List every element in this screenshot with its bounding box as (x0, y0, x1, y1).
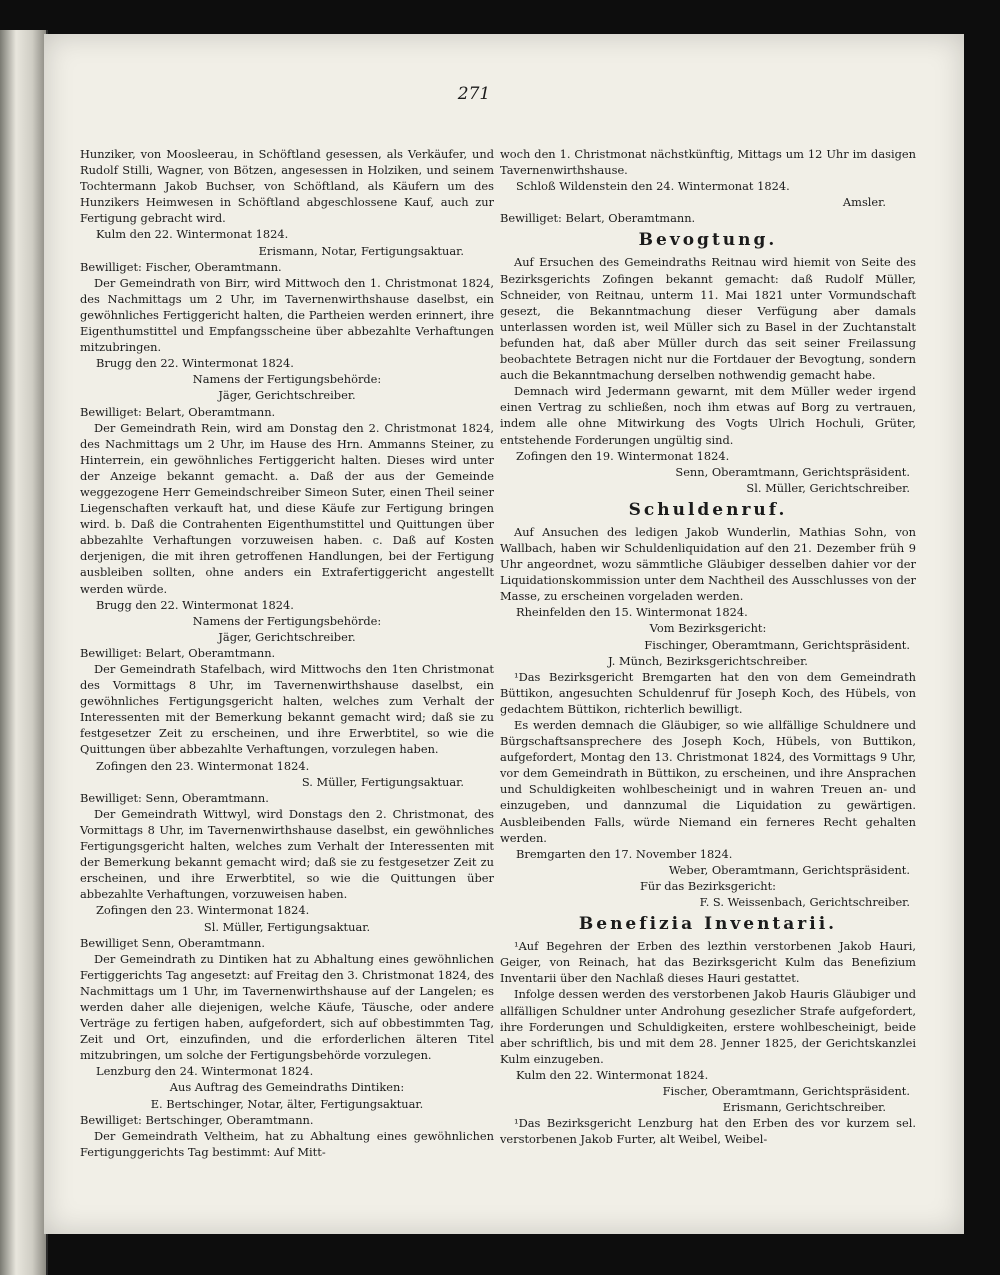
text-line: Brugg den 22. Wintermonat 1824. (96, 597, 294, 612)
text-line: J. Münch, Bezirksgerichtschreiber. (608, 653, 808, 668)
text-line: Der Gemeindrath Wittwyl, wird Donstags den 2. Christmonat, des Vormittags 8 Uhr, im Tavernenwirthshause daselbst, ein gewöhnliches Fertigungsgericht halten, welches zum Verhalt der Interessenten mit der Bemerkung bekannt gemacht wird; daß sie zu festgesetzer Zeit zu erscheinen, und ihre Erwerbtitel, so wie die Quittungen über abbezahlte Verhaftungen, vorzuweisen haben. (80, 806, 494, 902)
section-heading: Benefizia Inventarii. (578, 914, 838, 935)
text-line: Zofingen den 23. Wintermonat 1824. (96, 903, 310, 918)
text-line: Auf Ansuchen des ledigen Jakob Wunderlin, Mathias Sohn, von Wallbach, haben wir Schuldenliquidation auf den 21. Dezember früh 9 Uhr angeordnet, wozu sämmtliche Gläubiger desselben dahier vor der Liquidationskommission unter dem Nachtheil des Ausschlusses von der Masse, zu erscheinen vorgeladen werden. (500, 524, 916, 604)
text-line: Bewilliget: Senn, Oberamtmann. (80, 790, 269, 805)
text-line: Rheinfelden den 15. Wintermonat 1824. (516, 605, 748, 620)
section-heading: Schuldenruf. (628, 499, 788, 520)
text-line: Infolge dessen werden des verstorbenen Jakob Hauris Gläubiger und allfälligen Schuldner unter Androhung gesezlicher Strafe aufgefordert, ihre Forderungen und Schuldigkeiten, erstere wohlbescheinigt, beide aber schriftlich, bis und mit dem 28. Jenner 1825, der Gerichtskanzlei Kulm einzugeben. (500, 987, 916, 1066)
text-line: Amsler. (842, 195, 886, 210)
text-line: ¹Das Bezirksgericht Bremgarten hat den von dem Gemeindrath Büttikon, angesuchten Schuldenruf für Joseph Koch, des Hübels, von gedachtem Büttikon, richterlich bewilligt. (500, 669, 916, 716)
text-line: Aus Auftrag des Gemeindraths Dintiken: (169, 1080, 405, 1095)
text-line: Der Gemeindrath Stafelbach, wird Mittwochs den 1ten Christmonat des Vormittags 8 Uhr, im Tavernenwirthshause daselbst, ein gewöhnliches Fertigungsgericht halten, welches zum Verhalt der Interessenten mit der Bemerkung bekannt gemacht wird; daß sie zu festgesetzer Zeit zu erscheinen, und ihre Erwerbtitel, so wie die Quittungen über abbezahlte Verhaftungen, vorzulegen haben. (80, 662, 494, 757)
text-line: ¹Das Bezirksgericht Lenzburg hat den Erben des vor kurzem sel. verstorbenen Jakob Furter, alt Weibel, Weibel- (500, 1116, 916, 1147)
section-heading: Bevogtung. (638, 230, 778, 251)
text-line: Sl. Müller, Gerichtschreiber. (746, 480, 910, 495)
text-line: woch den 1. Christmonat nächstkünftig, Mittags um 12 Uhr im dasigen Tavernenwirthshause. (500, 147, 916, 178)
text-line: Der Gemeindrath Rein, wird am Donstag den 2. Christmonat 1824, des Nachmittags um 2 Uhr, im Hause des Hrn. Ammanns Steiner, zu Hinterrein, ein gewöhnliches Fertiggericht halten. Dieses wird unter der Anzeige bekannt gemacht. a. Daß der aus der Gemeinde weggezogene Herr Gemeindschreiber Simeon Suter, einen Theil seiner Liegenschaften verkauft hat, und diese Käufe zur Fertigung bringen wird. b. Daß die Contrahenten Eigenthumstittel und Quittungen über abbezahlte Verhaftungen vorzuweisen haben. c. Daß auf Kosten derjenigen, die mit ihren getroffenen Handlungen, bei der Fertigung ausbleiben sollten, ohne anders ein Extrafertiggericht angestellt werden würde. (80, 420, 494, 596)
text-line: Bewilliget Senn, Oberamtmann. (80, 935, 265, 950)
right-column (500, 146, 916, 1147)
text-line: Auf Ersuchen des Gemeindraths Reitnau wird hiemit von Seite des Bezirksgerichts Zofingen bekannt gemacht: daß Rudolf Müller, Schneider, von Reitnau, unterm 11. Mai 1821 unter Vormundschaft gesezt, die Bekanntmachung dieser Verfügung aber damals unterlassen worden ist, weil Müller sich zu Basel in der Zuchtanstalt befunden hat, daß aber Müller durch das seit seiner Freilassung beobachtete Betragen nicht nur die Fortdauer der Bevogtung, sondern auch die Bekanntmachung derselben nothwendig gemacht habe. (500, 255, 916, 383)
document-page (44, 34, 964, 1234)
text-line: Erismann, Notar, Fertigungsaktuar. (258, 243, 464, 258)
text-line: Bewilliget: Fischer, Oberamtmann. (80, 259, 282, 274)
text-line: Sl. Müller, Fertigungsaktuar. (203, 919, 371, 934)
text-line: Senn, Oberamtmann, Gerichtspräsident. (675, 464, 910, 479)
text-line: Schloß Wildenstein den 24. Wintermonat 1824. (516, 179, 790, 194)
text-line: Namens der Fertigungsbehörde: (192, 372, 382, 387)
book-binding (0, 30, 48, 1275)
text-line: Der Gemeindrath von Birr, wird Mittwoch den 1. Christmonat 1824, des Nachmittags um 2 Uhr, im Tavernenwirthshause daselbst, ein gewöhnliches Fertiggericht halten, die Partheien werden erinnert, ihre Eigenthumstittel und Empfangsscheine über abbezahlte Verhaftungen mitzubringen. (80, 275, 494, 355)
text-line: Jäger, Gerichtschreiber. (218, 388, 356, 403)
text-line: Erismann, Gerichtschreiber. (722, 1100, 886, 1115)
text-line: S. Müller, Fertigungsaktuar. (301, 774, 464, 789)
text-line: F. S. Weissenbach, Gerichtschreiber. (699, 895, 910, 910)
text-line: Bewilliget: Belart, Oberamtmann. (80, 645, 276, 660)
text-line: ¹Auf Begehren der Erben des lezthin verstorbenen Jakob Hauri, Geiger, von Reinach, hat das Bezirksgericht Kulm das Benefizium Inventarii über den Nachlaß dieses Hauri gestattet. (500, 939, 916, 986)
text-line: Lenzburg den 24. Wintermonat 1824. (96, 1064, 314, 1079)
text-line: Bewilliget: Belart, Oberamtmann. (500, 211, 696, 226)
text-line: Weber, Oberamtmann, Gerichtspräsident. (668, 862, 910, 877)
text-line: Zofingen den 19. Wintermonat 1824. (516, 448, 730, 463)
text-line: Der Gemeindrath zu Dintiken hat zu Abhaltung eines gewöhnlichen Fertiggerichts Tag angesetzt: auf Freitag den 3. Christmonat 1824, des Nachmittags um 1 Uhr, im Tavernenwirthshause auf der Langelen; es werden daher alle diejenigen, welche Käufe, Täusche, oder andere Verträge zu fertigen haben, aufgefordert, sich auf obbestimmten Tag, Zeit und Ort, einzufinden, und die erforderlichen älteren Titel mitzubringen, um solche der Fertigungsbehörde vorzulegen. (80, 951, 494, 1063)
text-line: Bewilliget: Belart, Oberamtmann. (80, 404, 276, 419)
text-line: Jäger, Gerichtschreiber. (218, 629, 356, 644)
text-line: Für das Bezirksgericht: (639, 878, 777, 893)
text-line: Demnach wird Jedermann gewarnt, mit dem Müller weder irgend einen Vertrag zu schließen, noch ihm etwas auf Borg zu vertrauen, indem alle ohne Mitwirkung des Vogts Ulrich Hochuli, Grüter, entstehende Forderungen ungültig sind. (500, 384, 916, 447)
text-line: Namens der Fertigungsbehörde: (192, 613, 382, 628)
text-line: Kulm den 22. Wintermonat 1824. (516, 1067, 709, 1082)
text-line: Bewilliget: Bertschinger, Oberamtmann. (80, 1112, 314, 1127)
text-line: Bremgarten den 17. November 1824. (516, 846, 733, 861)
text-line: Fischer, Oberamtmann, Gerichtspräsident. (662, 1083, 910, 1098)
text-line: Brugg den 22. Wintermonat 1824. (96, 356, 294, 371)
text-line: Fischinger, Oberamtmann, Gerichtspräsident. (644, 637, 910, 652)
text-line: Der Gemeindrath Veltheim, hat zu Abhaltung eines gewöhnlichen Fertigunggerichts Tag bestimmt: Auf Mitt- (80, 1128, 494, 1159)
text-line: Zofingen den 23. Wintermonat 1824. (96, 758, 310, 773)
text-line: Hunziker, von Moosleerau, in Schöftland gesessen, als Verkäufer, und Rudolf Stilli, Wagner, von Bötzen, angesessen in Holziken, und seinem Tochtermann Jakob Buchser, von Schöftland, als Käufern um des Hunzikers Heimwesen in Schöftland abgeschlossene Kauf, auch zur Fertigung gebracht wird. (80, 147, 494, 226)
text-line: Es werden demnach die Gläubiger, so wie allfällige Schuldnere und Bürgschaftsansprechere des Joseph Koch, Hübels, von Buttikon, aufgefordert, Montag den 13. Christmonat 1824, des Vormittags 9 Uhr, vor dem Gemeindrath in Büttikon, zu erscheinen, und ihre Ansprachen und Schuldigkeiten wohlbescheinigt und in wahren Treuen an- und einzugeben, und dannzumal die Liquidation zu gewärtigen. Ausbleibenden Falls, würde Niemand ein ferneres Recht gehalten werden. (500, 718, 916, 845)
left-column (80, 146, 494, 1160)
text-line: Vom Bezirksgericht: (649, 621, 767, 636)
text-line: E. Bertschinger, Notar, älter, Fertigungsaktuar. (150, 1096, 424, 1111)
text-line: Kulm den 22. Wintermonat 1824. (96, 227, 289, 242)
page-number: 271 (457, 84, 491, 104)
